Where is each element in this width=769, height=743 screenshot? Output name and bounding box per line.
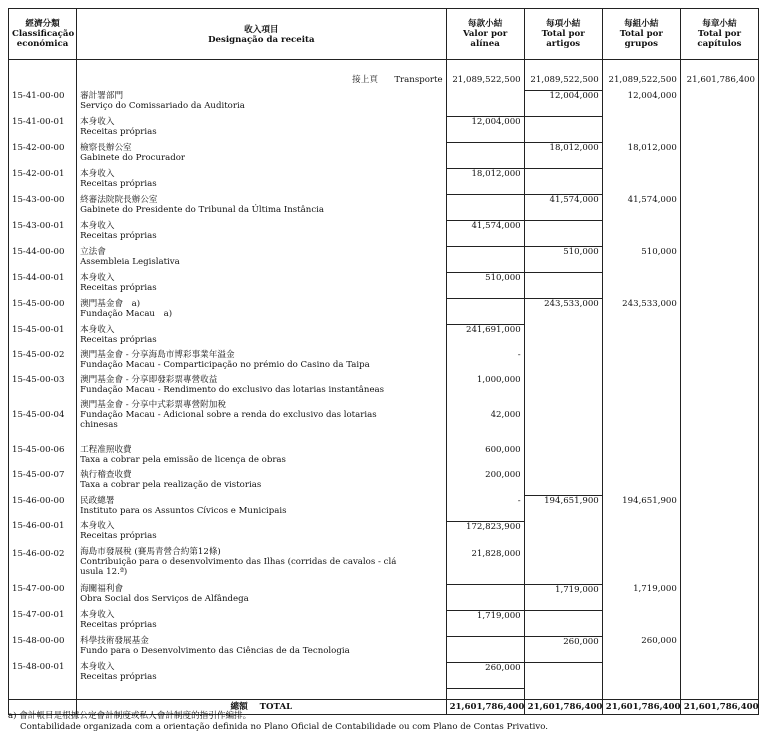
row-artigos: 243,533,000 <box>524 299 602 325</box>
header-grupos: 每組小結 Total por grupos <box>602 9 680 60</box>
table-row <box>9 547 759 585</box>
row-artigos: 1,719,000 <box>524 584 602 610</box>
row-code: 15-44-00-01 <box>9 273 77 299</box>
row-designation: 澳門基金會 - 分享海島市博彩事業年溢金 Fundação Macau - Comparticipação no prémio do Casino da Taipa <box>77 350 446 375</box>
row-alinea: - <box>446 350 524 375</box>
row-alinea: 21,828,000 <box>446 547 524 585</box>
row-code: 15-45-00-00 <box>9 299 77 325</box>
row-artigos: 510,000 <box>524 247 602 273</box>
row-alinea: 200,000 <box>446 470 524 496</box>
row-grupos: 41,574,000 <box>602 195 680 221</box>
row-designation: 本身收入 Receitas próprias <box>77 169 446 195</box>
row-alinea: 12,004,000 <box>446 117 524 143</box>
row-code: 15-45-00-01 <box>9 325 77 351</box>
row-grupos: 510,000 <box>602 247 680 273</box>
row-artigos: 260,000 <box>524 636 602 662</box>
total-alinea: 21,601,786,400 <box>446 699 524 714</box>
row-grupos: 243,533,000 <box>602 299 680 325</box>
table-row <box>9 662 759 688</box>
row-designation: 立法會 Assembleia Legislativa <box>77 247 446 273</box>
row-grupos: 18,012,000 <box>602 143 680 169</box>
row-artigos: 18,012,000 <box>524 143 602 169</box>
row-code: 15-46-00-02 <box>9 547 77 585</box>
row-artigos: 12,004,000 <box>524 91 602 117</box>
row-designation: 本身收入 Receitas próprias <box>77 325 446 351</box>
row-grupos: 12,004,000 <box>602 91 680 117</box>
row-alinea: 241,691,000 <box>446 325 524 351</box>
row-code: 15-43-00-00 <box>9 195 77 221</box>
transport-grupos: 21,089,522,500 <box>602 70 680 91</box>
row-alinea: 1,719,000 <box>446 610 524 636</box>
row-code: 15-43-00-01 <box>9 221 77 247</box>
row-code: 15-46-00-01 <box>9 521 77 547</box>
row-alinea: 1,000,000 <box>446 375 524 400</box>
footnote-pt: Contabilidade organizada com a orientação definida no Plano Oficial de Contabilidade ou com Plano de Contas Privativo. <box>20 722 548 732</box>
row-designation: 科學技術發展基金 Fundo para o Desenvolvimento das Ciências de da Tecnologia <box>77 636 446 662</box>
transport-label: 接上頁 Transporte <box>77 70 446 91</box>
total-capitulos: 21,601,786,400 <box>680 699 758 714</box>
row-code: 15-48-00-00 <box>9 636 77 662</box>
row-code: 15-45-00-07 <box>9 470 77 496</box>
row-designation: 民政總署 Instituto para os Assuntos Cívicos e Municipais <box>77 496 446 522</box>
row-artigos: 194,651,900 <box>524 496 602 522</box>
row-designation: 海島市發展稅 (賽馬青營合約第12條) Contribuição para o desenvolvimento das Ilhas (corridas de cavalos - clá usula 12.ª) <box>77 547 446 585</box>
transport-capitulos: 21,601,786,400 <box>680 70 758 91</box>
row-alinea: 600,000 <box>446 445 524 470</box>
table-row <box>9 299 759 325</box>
row-designation: 本身收入 Receitas próprias <box>77 662 446 688</box>
footnote-zh: a) 會計帳目是根據公定會計制度或私人會計制度的指引作編排。 <box>8 711 252 721</box>
table-row <box>9 350 759 375</box>
table-row <box>9 117 759 143</box>
row-designation: 本身收入 Receitas próprias <box>77 117 446 143</box>
table-row <box>9 445 759 470</box>
row-grupos: 260,000 <box>602 636 680 662</box>
row-code: 15-47-00-00 <box>9 584 77 610</box>
row-designation: 本身收入 Receitas próprias <box>77 610 446 636</box>
table-row <box>9 610 759 636</box>
table-row <box>9 636 759 662</box>
row-grupos: 194,651,900 <box>602 496 680 522</box>
row-code: 15-46-00-00 <box>9 496 77 522</box>
total-artigos: 21,601,786,400 <box>524 699 602 714</box>
row-designation: 本身收入 Receitas próprias <box>77 521 446 547</box>
row-designation: 審計署部門 Serviço do Comissariado da Auditoria <box>77 91 446 117</box>
table-row <box>9 169 759 195</box>
header-artigos: 每項小結 Total por artigos <box>524 9 602 60</box>
table-row <box>9 470 759 496</box>
total-label: 總額 TOTAL <box>77 699 446 714</box>
table-row <box>9 496 759 522</box>
budget-table <box>8 8 759 715</box>
row-grupos: 1,719,000 <box>602 584 680 610</box>
row-designation: 檢察長辦公室 Gabinete do Procurador <box>77 143 446 169</box>
footnote <box>8 711 759 733</box>
transport-alinea: 21,089,522,500 <box>446 70 524 91</box>
row-designation: 本身收入 Receitas próprias <box>77 273 446 299</box>
row-code: 15-42-00-01 <box>9 169 77 195</box>
table-row <box>9 195 759 221</box>
header-designation: 收入項目 Designação da receita <box>77 9 446 60</box>
table-row <box>9 521 759 547</box>
row-alinea: 510,000 <box>446 273 524 299</box>
row-designation: 工程准照收費 Taxa a cobrar pela emissão de licença de obras <box>77 445 446 470</box>
row-code: 15-45-00-06 <box>9 445 77 470</box>
row-code: 15-42-00-00 <box>9 143 77 169</box>
row-designation: 澳門基金會 a) Fundação Macau a) <box>77 299 446 325</box>
table-row <box>9 221 759 247</box>
row-designation: 澳門基金會 - 分享即發彩票專營收益 Fundação Macau - Rendimento do exclusivo das lotarias instantâneas <box>77 375 446 400</box>
total-grupos: 21,601,786,400 <box>602 699 680 714</box>
row-alinea: 42,000 <box>446 400 524 445</box>
table-row <box>9 143 759 169</box>
row-code: 15-44-00-00 <box>9 247 77 273</box>
table-row <box>9 273 759 299</box>
table-row <box>9 325 759 351</box>
row-designation: 澳門基金會 - 分享中式彩票專營附加稅 Fundação Macau - Adicional sobre a renda do exclusivo das lotarias chinesas <box>77 400 446 445</box>
table-row <box>9 400 759 445</box>
row-alinea: - <box>446 496 524 522</box>
row-code: 15-41-00-00 <box>9 91 77 117</box>
transport-artigos: 21,089,522,500 <box>524 70 602 91</box>
transport-row <box>9 70 759 91</box>
header-code: 經濟分類 Classificação económica <box>9 9 77 60</box>
row-designation: 海關福利會 Obra Social dos Serviços de Alfândega <box>77 584 446 610</box>
row-designation: 執行稽查收費 Taxa a cobrar pela realização de vistorias <box>77 470 446 496</box>
row-code: 15-47-00-01 <box>9 610 77 636</box>
row-code: 15-41-00-01 <box>9 117 77 143</box>
row-alinea: 41,574,000 <box>446 221 524 247</box>
row-designation: 終審法院院長辦公室 Gabinete do Presidente do Tribunal da Última Instância <box>77 195 446 221</box>
table-row <box>9 247 759 273</box>
row-code: 15-45-00-03 <box>9 375 77 400</box>
row-artigos: 41,574,000 <box>524 195 602 221</box>
header-capitulos: 每章小結 Total por capítulos <box>680 9 758 60</box>
row-code: 15-45-00-04 <box>9 400 77 445</box>
row-designation: 本身收入 Receitas próprias <box>77 221 446 247</box>
table-row <box>9 91 759 117</box>
header-alinea: 每款小結 Valor por alínea <box>446 9 524 60</box>
header-row <box>9 9 759 60</box>
row-alinea: 18,012,000 <box>446 169 524 195</box>
table-row <box>9 375 759 400</box>
row-code: 15-48-00-01 <box>9 662 77 688</box>
row-code: 15-45-00-02 <box>9 350 77 375</box>
row-alinea: 260,000 <box>446 662 524 688</box>
table-row <box>9 584 759 610</box>
row-alinea: 172,823,900 <box>446 521 524 547</box>
